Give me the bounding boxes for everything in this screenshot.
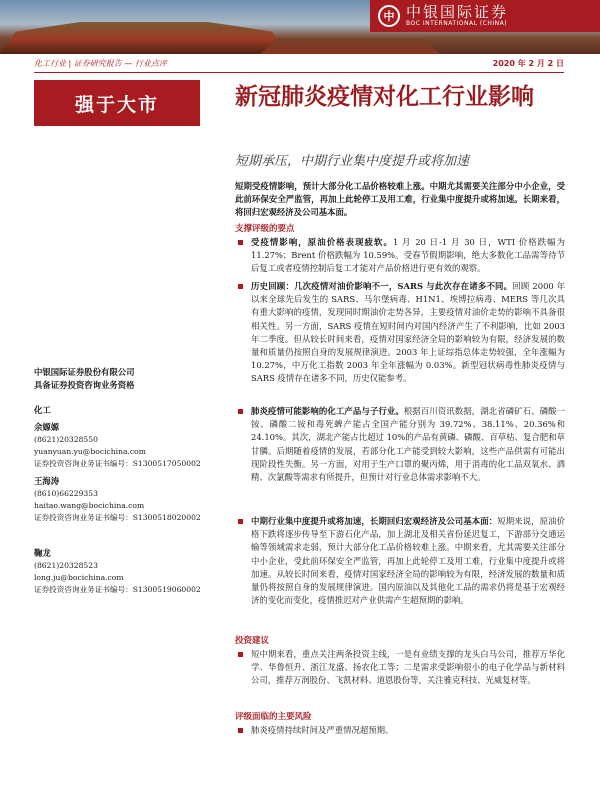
analyst-card <box>34 546 219 596</box>
analyst-name: 余嫄嫄 <box>34 422 60 432</box>
risk-text: 肺炎疫情持续时间及严重情况超预期。 <box>251 725 394 735</box>
sector-label: 化工 <box>34 405 51 415</box>
logo-en-text: BOC INTERNATIONAL (CHINA) <box>406 20 508 27</box>
analyst-name: 鞠龙 <box>34 548 51 558</box>
breadcrumb <box>34 58 564 72</box>
analyst-cert: 证券投资咨询业务证书编号：S1300518020002 <box>34 513 201 522</box>
bullet-lead: 肺炎疫情可能影响的化工产品与子行业。 <box>251 406 404 416</box>
analyst-name: 王海涛 <box>34 476 60 486</box>
analyst-card <box>34 420 219 470</box>
palace-roof-image-secondary <box>260 34 440 54</box>
analyst-card <box>34 474 219 524</box>
section-risks: 评级面临的主要风险 <box>235 712 312 722</box>
analyst-cert: 证券投资咨询业务证书编号：S1300519060002 <box>34 585 201 594</box>
company-name: 中银国际证券股份有限公司 <box>34 367 135 377</box>
bullet-item <box>235 405 565 484</box>
bullet-marker-icon <box>238 409 243 414</box>
bullet-text: 短期来说，原油价格下跌将逐步传导至下游石化产品，加上湖北及相关省份延迟复工，下游部分交通运输等领域需求走弱，预计大部分化工品价格较难上涨。中期来看，尤其需要关注部分中小企业，受此前环保安全严监管，再加上此轮停工及用工难，行业集中度提升或将加速。从较长时间来看，疫情对国家经济全局的影响较为有限，经济发展的数量和质量仍将按照自身的发展规律演进。国内原油以及其他化工品的需求仍将是基于宏观经济的变化而变化，疫情推迟对产业供需产生超预期的影响。 <box>251 516 566 606</box>
bullet-lead: 历史回顾：几次疫情对油价影响不一，SARS 与此次存在诸多不同。 <box>251 281 513 291</box>
analyst-phone: (8610)66229353 <box>34 489 98 498</box>
company-info <box>34 366 214 392</box>
bullet-text: 1 月 20 日-1 月 30 日，WTI 价格跌幅为 11.27%；Brent 价格跌幅为 10.59%。受春节假期影响，绝大多数化工品需等待节后复工或者疫情控制后复工才能对产品价格进行更有效的观察。 <box>251 237 566 274</box>
analyst-email[interactable]: yuanyuan.yu@bocichina.com <box>34 447 146 456</box>
risk-item <box>235 724 565 737</box>
bullet-item <box>235 515 565 607</box>
report-title: 新冠肺炎疫情对化工行业影响 <box>235 84 534 110</box>
header-divider <box>34 72 564 73</box>
section-investment: 投资建议 <box>235 636 270 646</box>
boc-logo-icon: 中 <box>378 5 400 27</box>
company-qualification: 具备证券投资咨询业务资格 <box>34 380 135 390</box>
bullet-marker-icon <box>238 284 243 289</box>
bullet-lead: 受疫情影响，原油价格表现疲软。 <box>251 237 393 247</box>
bullet-marker-icon <box>238 652 243 657</box>
bullet-lead: 中期行业集中度提升或将加速，长期回归宏观经济及公司基本面： <box>251 516 498 526</box>
analyst-phone: (8621)20328550 <box>34 435 98 444</box>
bullet-text: 根据百川资讯数据，湖北省磷矿石、磷酸一铵、磷酸二铵和毒死蜱产能占全国产能分别为 39.72%、38.11%、20.36%和 24.10%。其次，湖北产能占比超过 10%的产品有黄磷、磷酸、百草枯、复合肥和草甘膦。后期随着疫情的发展，若部分化工产能受到较大影响，这些产品供需有可能出现阶段性失衡。另一方面，对用于生产口罩的聚丙烯，用于消毒的化工品双氧水、酒精、次氯酸等需求有所提升，但预计对行业总体需求影响不大。 <box>251 406 565 483</box>
bullet-marker-icon <box>238 240 243 245</box>
analyst-email[interactable]: long.ju@bocichina.com <box>34 573 124 582</box>
analyst-email[interactable]: haitao.wang@bocichina.com <box>34 501 145 510</box>
bullet-text: 回顾 2000 年以来全球先后发生的 SARS、马尔堡病毒、H1N1、埃博拉病毒、MERS 等几次具有重大影响的疫情，发现同时期油价走势各异，主要疫情对油价走势的影响不具备很相关性。另一方面，SARS 疫情在短时间内对国内经济产生了不利影响，比如 2003 年二季度。但从较长时间来看，疫情对国家经济全局的影响较为有限，经济发展的数量和质量仍按照自身的发展规律演进。2003 年上证综指总体走势较强，全年涨幅为 10.27%，中万化工指数 2003 年全年涨幅为 0.03%。新型冠状病毒性肺炎疫情与 SARS 疫情存在诸多不同，历史仅能参考。 <box>251 281 565 384</box>
report-category: 化工行业 | 证券研究报告 — 行业点评 <box>34 59 167 68</box>
analyst-phone: (8621)20328523 <box>34 561 98 570</box>
report-date: 2020 年 2 月 2 日 <box>492 59 564 68</box>
analyst-cert: 证券投资咨询业务证书编号：S1300517050002 <box>34 459 201 468</box>
logo-cn-text: 中银国际证券 <box>406 3 509 21</box>
bullet-marker-icon <box>238 728 243 733</box>
report-abstract: 短期受疫情影响，预计大部分化工品价格较难上涨。中期尤其需要关注部分中小企业，受此前环保安全严监管，再加上此轮停工及用工难，行业集中度提升或将加速。长期来看，将回归宏观经济及公司基本面。 <box>235 181 565 217</box>
investment-text: 短中期来看，重点关注两条投资主线，一是有业绩支撑的龙头白马公司，推荐万华化学、华鲁恒升、浙江龙盛、扬农化工等；二是需求受影响很小的电子化学品与新材料公司，推荐万润股份、飞凯材料、道恩股份等，关注雅克科技、光威复材等。 <box>251 649 565 686</box>
header-banner <box>0 0 600 54</box>
section-key-points: 支撑评级的要点 <box>235 224 295 234</box>
bullet-marker-icon <box>238 519 243 524</box>
brand-logo <box>370 0 600 32</box>
bullet-item <box>235 236 565 276</box>
bullet-item <box>235 280 565 386</box>
investment-item <box>235 648 565 688</box>
rating-badge: 强于大市 <box>34 80 200 126</box>
report-subtitle: 短期承压，中期行业集中度提升或将加速 <box>235 154 470 169</box>
